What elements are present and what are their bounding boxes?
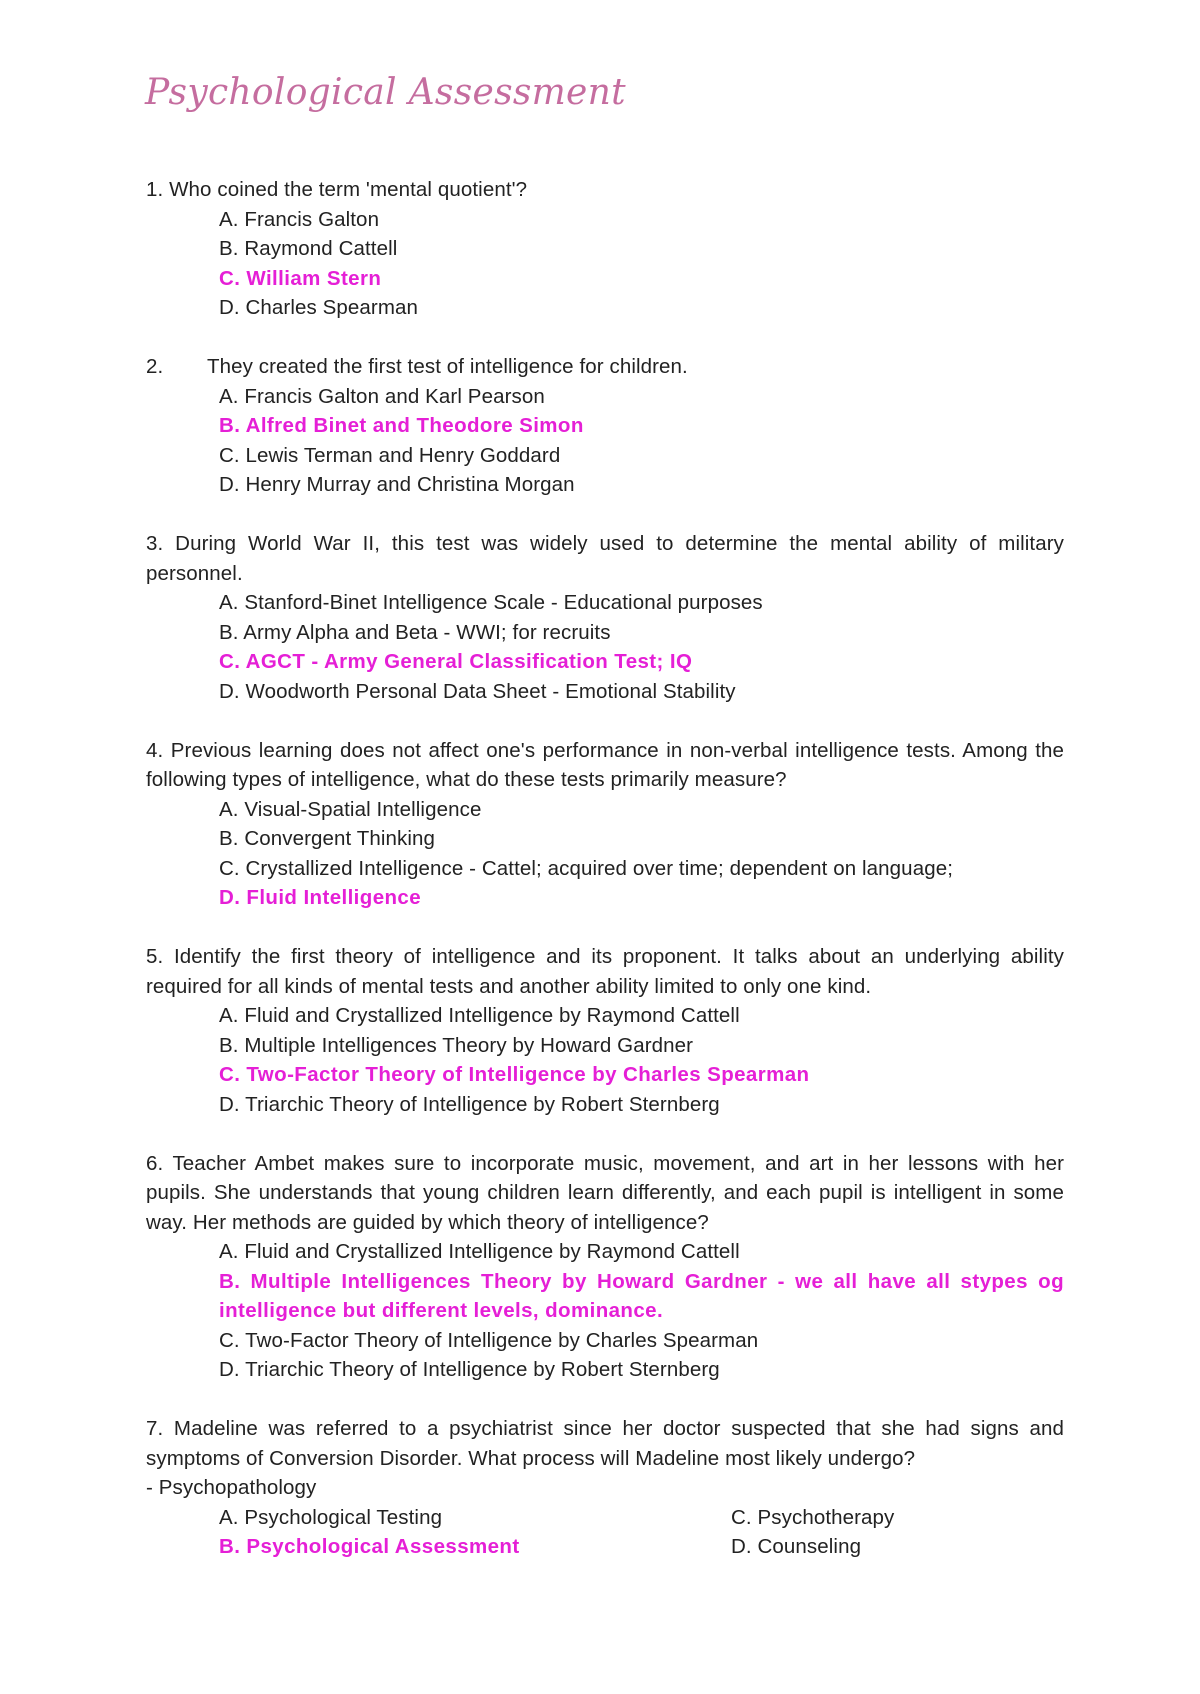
option-b: B. Army Alpha and Beta - WWI; for recruits <box>219 620 611 644</box>
question-list <box>146 175 1064 1591</box>
question-1 <box>146 175 1064 323</box>
option-a: A. Psychological Testing <box>219 1505 443 1529</box>
option-a: A. Fluid and Crystallized Intelligence by Raymond Cattell <box>219 1240 740 1263</box>
question-6 <box>146 1149 1064 1385</box>
question-stem: 6. Teacher Ambet makes sure to incorporate music, movement, and art in her lessons with her pupils. She understands that young children learn differently, and each pupil is intelligent in some way. Her methods are guided by which theory of intelligence? <box>146 1151 1064 1234</box>
option-a: A. Visual-Spatial Intelligence <box>219 797 482 821</box>
options-row-2 <box>146 1532 1064 1562</box>
correct-answer-option-c: C. Two-Factor Theory of Intelligence by Charles Spearman <box>219 1063 810 1086</box>
option-c: C. Lewis Terman and Henry Goddard <box>219 443 561 467</box>
option-b: B. Multiple Intelligences Theory by Howard Gardner <box>219 1033 694 1057</box>
question-stem-row <box>146 352 1064 382</box>
option-b: B. Convergent Thinking <box>219 827 436 850</box>
option-d: D. Counseling <box>731 1535 862 1558</box>
options-row-1 <box>146 1503 1064 1533</box>
option-d: D. Woodworth Personal Data Sheet - Emotional Stability <box>219 679 736 703</box>
question-stem: 3. During World War II, this test was widely used to determine the mental ability of military personnel. <box>146 532 1064 585</box>
correct-answer-option-b: B. Alfred Binet and Theodore Simon <box>219 414 584 437</box>
correct-answer-option-b: B. Psychological Assessment <box>219 1535 520 1558</box>
option-d: D. Triarchic Theory of Intelligence by Robert Sternberg <box>219 1092 720 1116</box>
option-d: D. Triarchic Theory of Intelligence by Robert Sternberg <box>219 1358 720 1381</box>
option-c: C. Two-Factor Theory of Intelligence by Charles Spearman <box>219 1328 759 1352</box>
question-stem: 5. Identify the first theory of intelligence and its proponent. It talks about an underlying ability required for all kinds of mental tests and another ability limited to only one kind. <box>146 945 1064 998</box>
question-3 <box>146 529 1064 706</box>
question-stem: 4. Previous learning does not affect one's performance in non-verbal intelligence tests. Among the following types of intelligence, what do these tests primarily measure? <box>146 738 1064 791</box>
correct-answer-option-d: D. Fluid Intelligence <box>219 886 422 909</box>
option-a: A. Fluid and Crystallized Intelligence by Raymond Cattell <box>219 1004 740 1027</box>
option-d: D. Henry Murray and Christina Morgan <box>219 473 575 496</box>
question-7 <box>146 1414 1064 1562</box>
option-a: A. Stanford-Binet Intelligence Scale - Educational purposes <box>219 591 763 614</box>
question-4 <box>146 736 1064 913</box>
correct-answer-option-c: C. AGCT - Army General Classification Test; IQ <box>219 650 693 673</box>
correct-answer-option-b: B. Multiple Intelligences Theory by Howard Gardner - we all have all stypes og intelligence but different levels, dominance. <box>219 1269 1064 1322</box>
question-2 <box>146 352 1064 500</box>
question-stem: 7. Madeline was referred to a psychiatrist since her doctor suspected that she had signs and symptoms of Conversion Disorder. What process will Madeline most likely undergo? <box>146 1417 1064 1470</box>
question-stem: They created the first test of intelligence for children. <box>207 355 688 378</box>
question-note: - Psychopathology <box>146 1476 317 1499</box>
page-title: Psychological Assessment <box>145 72 626 113</box>
correct-answer-option-c: C. William Stern <box>219 266 382 290</box>
option-a: A. Francis Galton <box>219 207 380 231</box>
option-a: A. Francis Galton and Karl Pearson <box>219 384 545 408</box>
option-c: C. Psychotherapy <box>731 1505 895 1529</box>
question-number: 2. <box>146 355 164 378</box>
option-c: C. Crystallized Intelligence - Cattel; acquired over time; dependent on language; <box>219 856 953 880</box>
question-stem: 1. Who coined the term 'mental quotient'? <box>146 178 528 201</box>
option-b: B. Raymond Cattell <box>219 237 398 260</box>
option-d: D. Charles Spearman <box>219 296 419 319</box>
question-5 <box>146 942 1064 1119</box>
